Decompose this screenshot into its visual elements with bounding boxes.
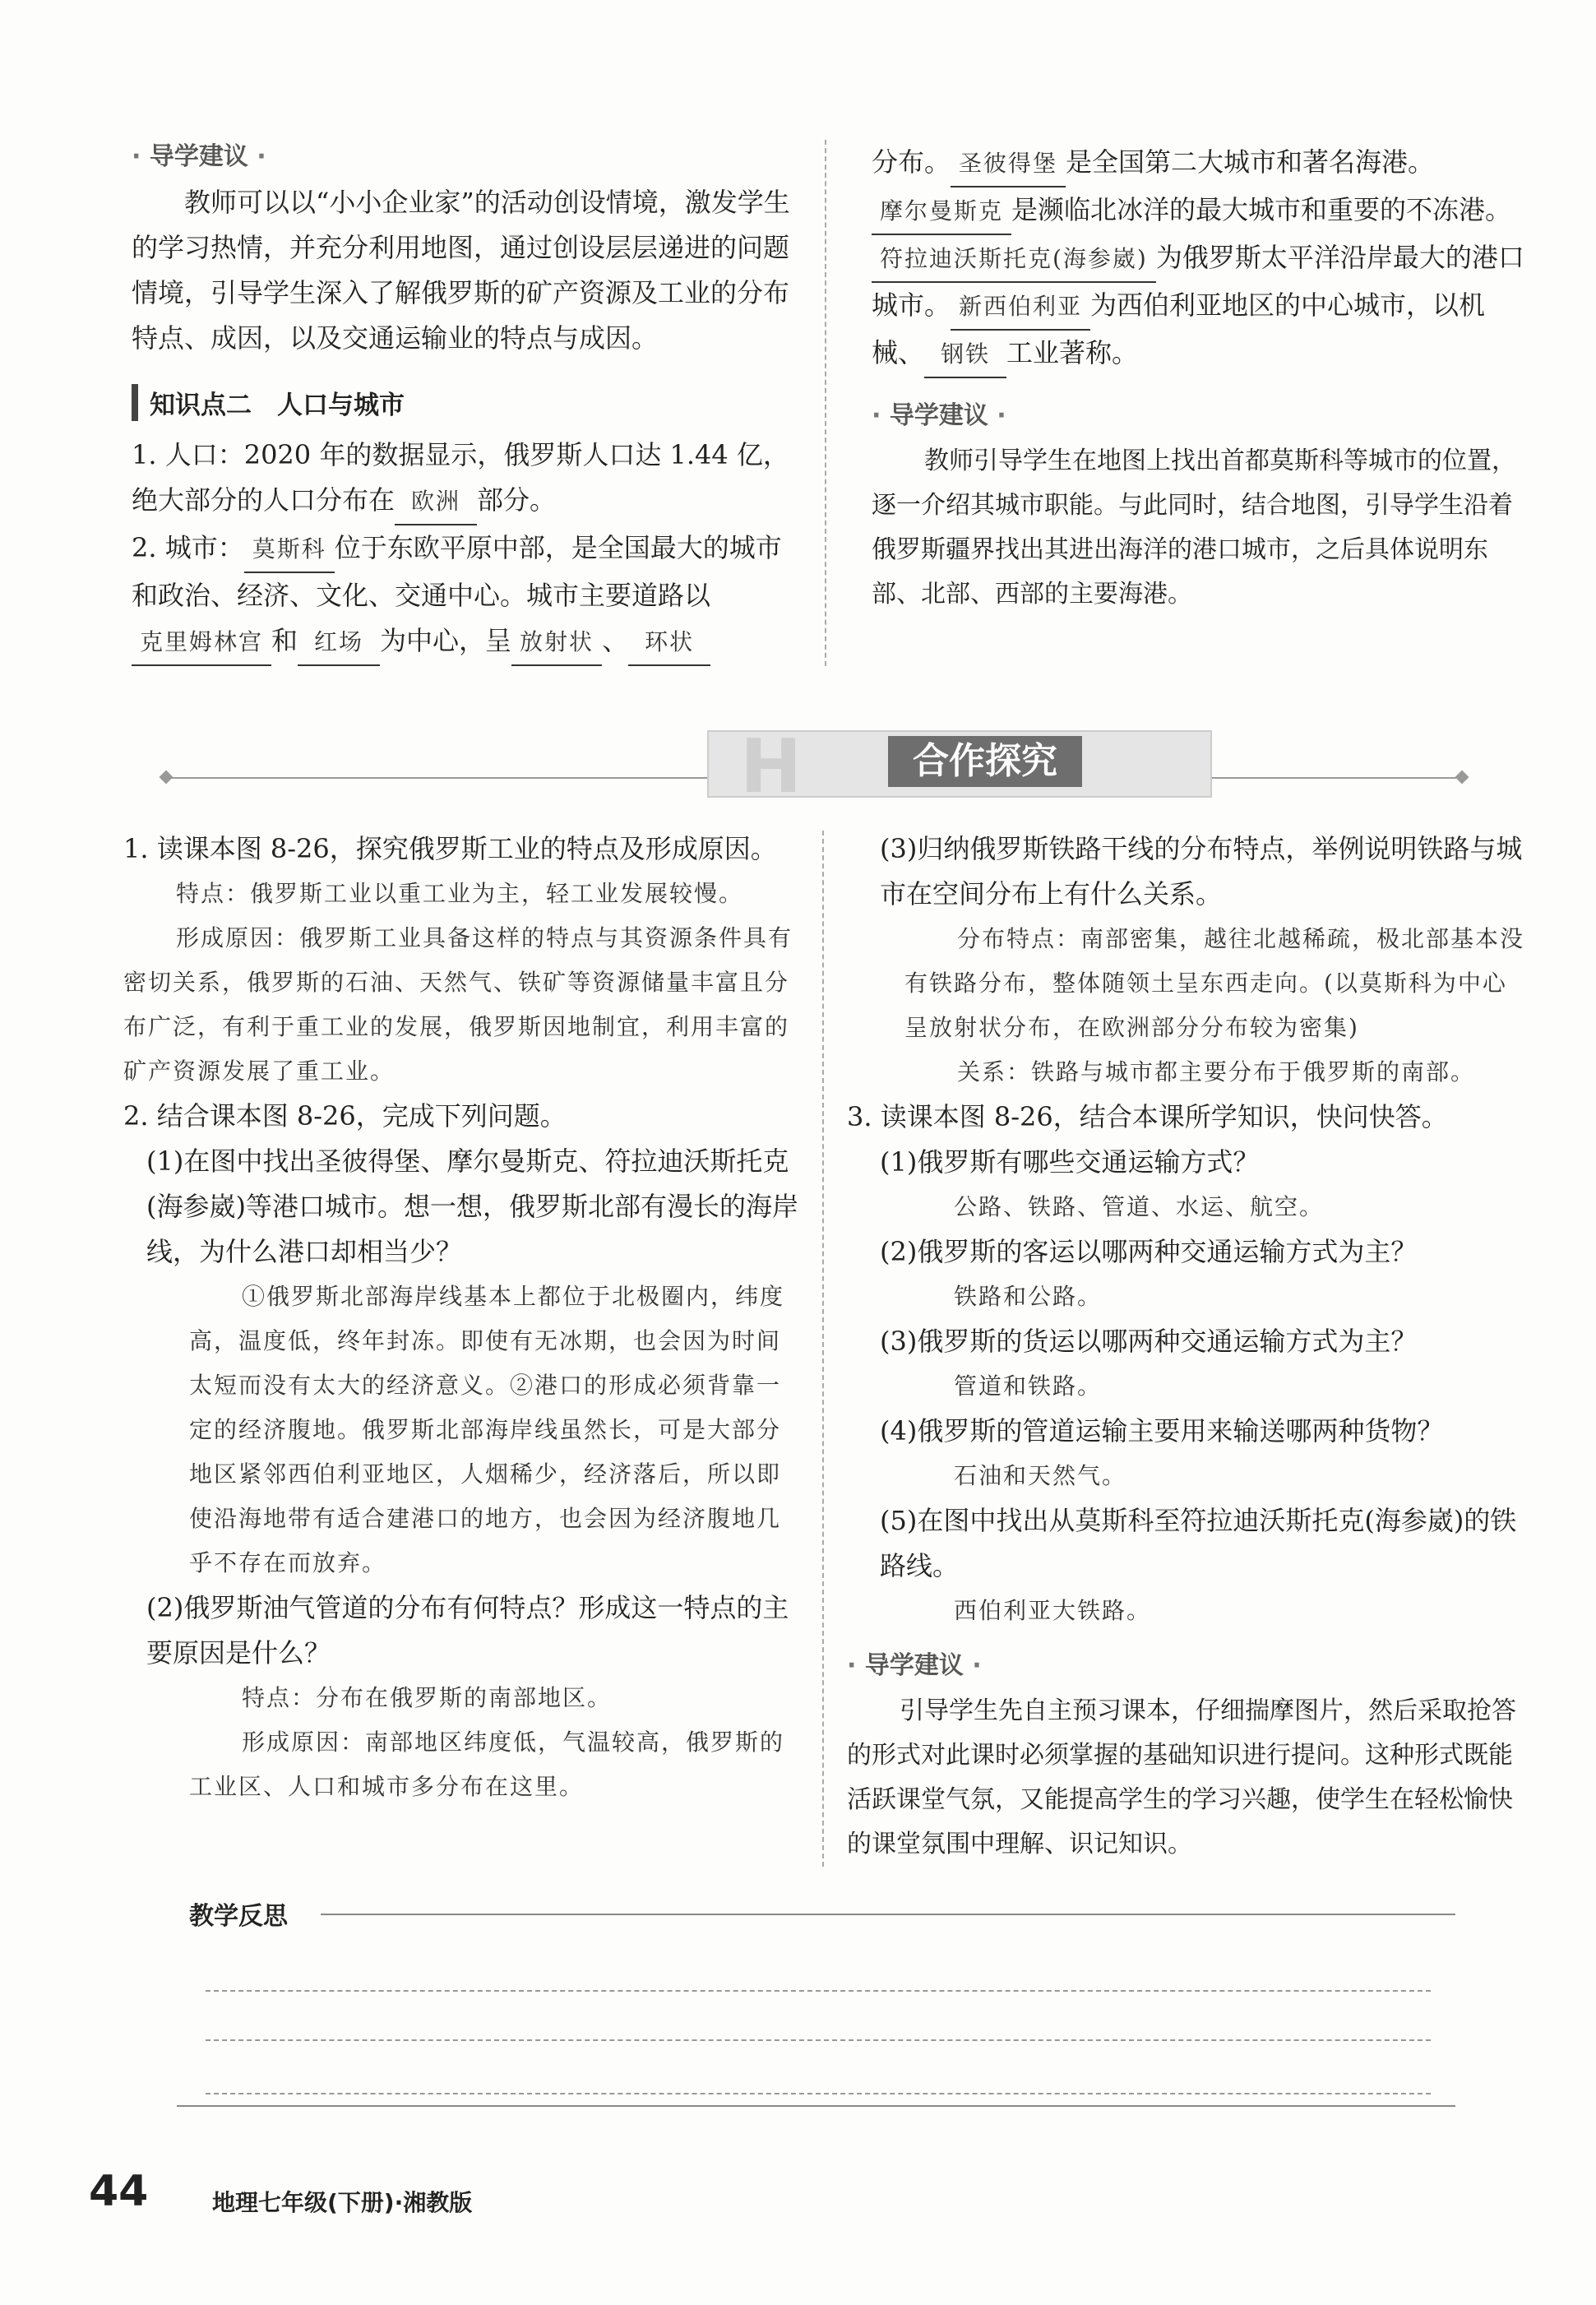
reflection-rule (321, 1914, 1455, 1915)
paragraph-text: 是全国第二大城市和著名海港。 (1066, 146, 1435, 178)
reflection-title: 教学反思 (189, 1902, 288, 1931)
city-text: 2. 城市： (132, 532, 244, 563)
population-text-end: 部分。 (477, 484, 557, 516)
port-cities-paragraph (872, 140, 1529, 378)
guidance-tag: · 导学建议 · (872, 401, 1006, 430)
answer-text: 西伯利亚大铁路。 (954, 1597, 1152, 1624)
guidance-advice: 引导学生先自主预习课本，仔细揣摩图片，然后采取抢答的形式对此课时必须掌握的基础知识进行提问。这种形式既能活跃课堂气氛，又能提高学生的学习兴趣，使学生在轻松愉快的课堂氛围中理解、识记知识。 (847, 1696, 1516, 1858)
writing-line (206, 2039, 1431, 2041)
guidance-advice: 教师引导学生在地图上找出首都莫斯科等城市的位置，逐一介绍其城市职能。与此同时，结合地图，引导学生沿着俄罗斯疆界找出其进出海洋的港口城市，之后具体说明东部、北部、西部的主要海港。 (872, 447, 1516, 609)
answer-text: 铁路和公路。 (954, 1283, 1103, 1310)
answer-blank: 莫斯科 (244, 527, 335, 573)
writing-line (206, 1990, 1431, 1992)
guidance-advice: 教师可以以“小小企业家”的活动创设情境，激发学生的学习热情，并充分利用地图，通过创设层层递进的问题情境，引导学生深入了解俄罗斯的矿产资源及工业的分布特点、成因，以及交通运输业的特点与成因。 (132, 187, 790, 354)
city-text: 为中心，呈 (380, 625, 512, 656)
answer-text: 特点：俄罗斯工业以重工业为主，轻工业发展较慢。 (176, 880, 744, 907)
answer-text: 形成原因：俄罗斯工业具备这样的特点与其资源条件具有密切关系，俄罗斯的石油、天然气、铁矿等资源储量丰富且分布广泛，有利于重工业的发展，俄罗斯因地制宜，利用丰富的矿产资源发展了重工业。 (123, 924, 793, 1085)
paragraph-text: 是濒临北冰洋的最大城市和重要的不冻港。 (1011, 194, 1512, 225)
reflection-bottom-rule (177, 2105, 1455, 2107)
answer-blank: 克里姆林宫 (132, 620, 271, 666)
section-title: 合作探究 (888, 736, 1082, 787)
answer-blank: 钢铁 (924, 332, 1006, 378)
answer-blank: 摩尔曼斯克 (872, 189, 1011, 235)
population-text: 1. 人口：2020 年的数据显示，俄罗斯人口达 1.44 亿，绝大部分的人口分布在 (132, 439, 789, 516)
column-divider (825, 140, 826, 666)
question-2-2: (2)俄罗斯油气管道的分布有何特点？形成这一特点的主要原因是什么？ (146, 1592, 789, 1669)
question-1: 1. 读课本图 8-26，探究俄罗斯工业的特点及形成原因。 (123, 833, 777, 864)
paragraph-text: 为西伯利亚地区的中心城市，以机械、 (872, 289, 1486, 368)
question-2: 2. 结合课本图 8-26，完成下列问题。 (123, 1100, 567, 1132)
city-text: 位于东欧平原中部，是全国最大的城市和政治、经济、文化、交通中心。城市主要道路以 (132, 532, 782, 611)
column-divider (822, 831, 824, 1867)
diamond-icon (160, 771, 173, 785)
answer-blank: 红场 (298, 620, 380, 666)
paragraph-text: 为俄罗斯太平洋沿岸最大的港口城市。 (872, 242, 1524, 321)
question-3-4: (4)俄罗斯的管道运输主要用来输送哪两种货物？ (880, 1415, 1444, 1446)
writing-line (206, 2093, 1431, 2094)
right-bottom-column (847, 826, 1529, 1867)
knowledge-point-title: 知识点二 人口与城市 (132, 384, 798, 421)
teaching-reflection (189, 1895, 1455, 1932)
guidance-tag: · 导学建议 · (847, 1651, 982, 1680)
guidance-tag-label: 导学建议 (864, 1651, 964, 1680)
paragraph-text: 工业著称。 (1006, 337, 1139, 368)
guidance-tag-label: 导学建议 (149, 142, 248, 171)
city-text: 和 (271, 625, 298, 656)
question-3: 3. 读课本图 8-26，结合本课所学知识，快问快答。 (847, 1101, 1448, 1132)
question-3-2: (2)俄罗斯的客运以哪两种交通运输方式为主？ (880, 1236, 1418, 1267)
diamond-icon (1455, 771, 1469, 785)
answer-blank: 符拉迪沃斯托克(海参崴) (872, 237, 1156, 283)
answer-blank: 新西伯利亚 (951, 285, 1090, 331)
answer-blank: 欧洲 (395, 479, 477, 525)
question-3-1: (1)俄罗斯有哪些交通运输方式？ (880, 1146, 1260, 1178)
right-top-column (872, 140, 1529, 617)
page-footer (89, 2167, 473, 2216)
answer-blank: 圣彼得堡 (951, 141, 1066, 187)
answer-text: 分布特点：南部密集，越往北越稀疏，极北部基本没有铁路分布，整体随领土呈东西走向。(以莫斯科为中心呈放射状分布，在欧洲部分分布较为密集) (904, 925, 1525, 1041)
left-top-column (132, 136, 798, 666)
answer-text: 公路、铁路、管道、水运、航空。 (954, 1193, 1325, 1220)
answer-text: 管道和铁路。 (954, 1372, 1103, 1400)
section-banner (164, 699, 1464, 810)
question-3-3: (3)俄罗斯的货运以哪两种交通运输方式为主？ (880, 1326, 1418, 1357)
paragraph-text: 分布。 (872, 146, 951, 178)
answer-text: 形成原因：南部地区纬度低，气温较高，俄罗斯的工业区、人口和城市多分布在这里。 (189, 1729, 785, 1800)
page-number: 44 (89, 2167, 149, 2216)
guidance-tag: · 导学建议 · (132, 142, 266, 171)
answer-blank: 环状 (628, 620, 710, 666)
answer-text: 特点：分布在俄罗斯的南部地区。 (242, 1684, 613, 1711)
letter-h-icon: H (740, 724, 803, 810)
answer-text: 关系：铁路与城市都主要分布于俄罗斯的南部。 (957, 1058, 1476, 1085)
question-2-3: (3)归纳俄罗斯铁路干线的分布特点，举例说明铁路与城市在空间分布上有什么关系。 (880, 833, 1523, 910)
answer-text: ①俄罗斯北部海岸线基本上都位于北极圈内，纬度高，温度低，终年封冻。即使有无冰期，也会因为时间太短而没有太大的经济意义。②港口的形成必须背靠一定的经济腹地。俄罗斯北部海岸线虽然长，可是大部分地区紧邻西伯利亚地区，人烟稀少，经济落后，所以即使沿海地带有适合建港口的地方，也会因为经济腹地几乎不存在而放弃。 (189, 1283, 785, 1576)
population-item (132, 433, 798, 525)
city-item (132, 525, 798, 666)
guidance-tag-label: 导学建议 (889, 401, 988, 430)
answer-text: 石油和天然气。 (954, 1462, 1127, 1489)
left-bottom-column (123, 826, 802, 1809)
question-2-1: (1)在图中找出圣彼得堡、摩尔曼斯克、符拉迪沃斯托克(海参崴)等港口城市。想一想，俄罗斯北部有漫长的海岸线，为什么港口却相当少？ (146, 1146, 798, 1267)
answer-blank: 放射状 (511, 620, 602, 666)
city-text: 、 (602, 625, 629, 656)
book-title: 地理七年级(下册)·湘教版 (212, 2189, 473, 2216)
question-3-5: (5)在图中找出从莫斯科至符拉迪沃斯托克(海参崴)的铁路线。 (880, 1505, 1517, 1581)
